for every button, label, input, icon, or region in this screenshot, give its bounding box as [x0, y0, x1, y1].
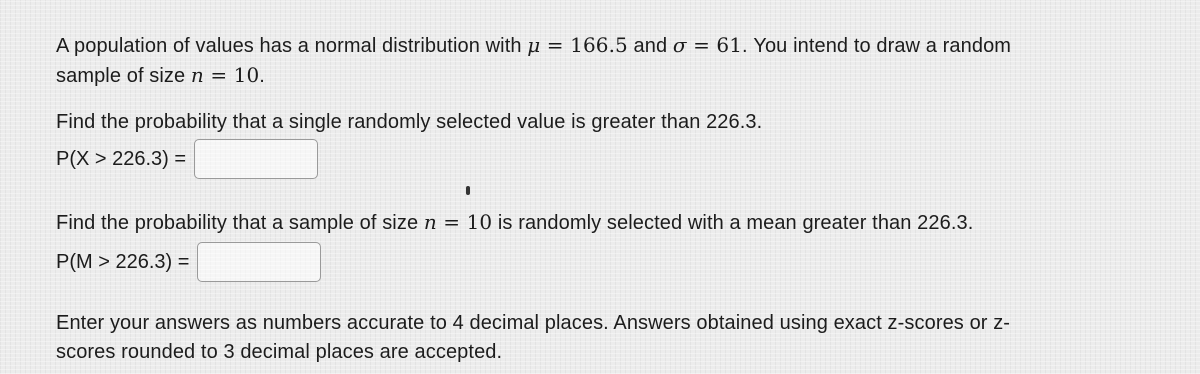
problem-statement	[56, 31, 1011, 91]
intro-and: and	[627, 35, 673, 57]
mu-value: = 166.5	[540, 33, 628, 57]
answer-input-1[interactable]	[194, 139, 318, 179]
mu-symbol: μ	[527, 33, 541, 57]
n-symbol: n	[190, 63, 204, 87]
note-line-2: scores rounded to 3 decimal places are accepted.	[56, 341, 503, 363]
sample-size-text: sample of size	[56, 65, 191, 87]
intro-text-end: . You intend to draw a random	[742, 35, 1012, 57]
instructions-note	[56, 309, 1010, 367]
q2-n-value: = 10	[436, 210, 493, 234]
intro-text: A population of values has a normal distribution with	[56, 35, 528, 57]
sigma-value: = 61	[686, 33, 743, 57]
question-2-prompt	[56, 208, 973, 238]
n-value: = 10	[203, 63, 260, 87]
q2-text-end: is randomly selected with a mean greater than 226.3.	[492, 212, 974, 234]
mouse-cursor	[466, 186, 470, 195]
sigma-symbol: σ	[672, 33, 687, 57]
answer-input-2[interactable]	[197, 242, 321, 282]
q2-n-symbol: n	[423, 210, 437, 234]
q2-text-start: Find the probability that a sample of size	[56, 212, 424, 234]
sample-size-period: .	[259, 65, 265, 87]
answer-label-1: P(X > 226.3) =	[56, 147, 187, 170]
answer-label-2: P(M > 226.3) =	[56, 250, 190, 273]
answer-row-2	[56, 242, 321, 282]
question-1-prompt: Find the probability that a single randomly selected value is greater than 226.3.	[56, 111, 763, 133]
answer-row-1	[56, 139, 318, 179]
note-line-1: Enter your answers as numbers accurate to 4 decimal places. Answers obtained using exact z-scores or z-	[56, 312, 1011, 334]
